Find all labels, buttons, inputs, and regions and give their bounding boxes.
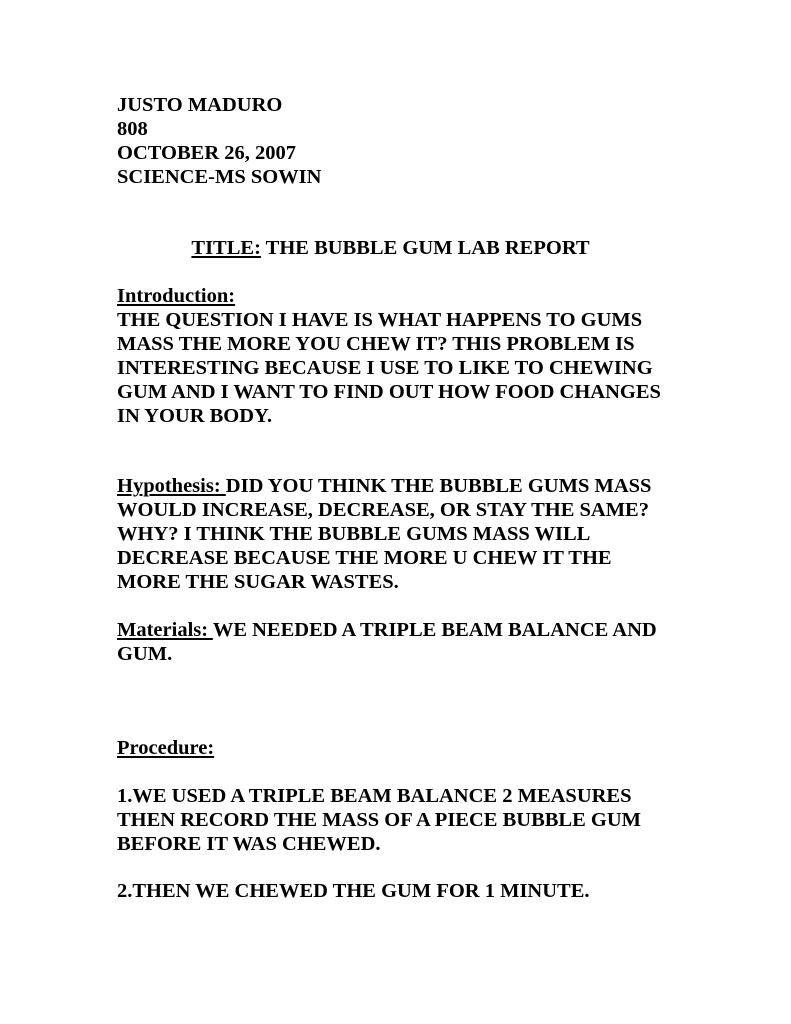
introduction-line: GUM AND I WANT TO FIND OUT HOW FOOD CHANGES bbox=[117, 381, 661, 403]
hypothesis-line: MORE THE SUGAR WASTES. bbox=[117, 571, 399, 593]
materials-first-line bbox=[117, 618, 657, 642]
introduction-heading: Introduction: bbox=[117, 285, 236, 307]
materials-heading: Materials: bbox=[117, 619, 213, 641]
subject-teacher: SCIENCE-MS SOWIN bbox=[117, 166, 322, 188]
procedure-step-line: BEFORE IT WAS CHEWED. bbox=[117, 833, 381, 855]
materials-line: GUM. bbox=[117, 643, 173, 665]
title-text: THE BUBBLE GUM LAB REPORT bbox=[260, 237, 590, 259]
procedure-heading: Procedure: bbox=[117, 737, 215, 759]
hypothesis-text: DID YOU THINK THE BUBBLE GUMS MASS bbox=[225, 475, 652, 497]
hypothesis-heading: Hypothesis: bbox=[117, 475, 226, 497]
report-date: OCTOBER 26, 2007 bbox=[117, 142, 297, 164]
materials-text: WE NEEDED A TRIPLE BEAM BALANCE AND bbox=[212, 619, 657, 641]
student-name: JUSTO MADURO bbox=[117, 94, 283, 116]
procedure-step-line: 1.WE USED A TRIPLE BEAM BALANCE 2 MEASURES bbox=[117, 785, 632, 807]
hypothesis-first-line bbox=[117, 474, 651, 498]
hypothesis-line: WOULD INCREASE, DECREASE, OR STAY THE SAME? bbox=[117, 499, 649, 521]
hypothesis-line: WHY? I THINK THE BUBBLE GUMS MASS WILL bbox=[117, 523, 591, 545]
introduction-line: INTERESTING BECAUSE I USE TO LIKE TO CHEWING bbox=[117, 357, 653, 379]
procedure-step-line: 2.THEN WE CHEWED THE GUM FOR 1 MINUTE. bbox=[117, 880, 590, 902]
introduction-line: IN YOUR BODY. bbox=[117, 405, 273, 427]
introduction-line: THE QUESTION I HAVE IS WHAT HAPPENS TO GUMS bbox=[117, 309, 643, 331]
hypothesis-line: DECREASE BECAUSE THE MORE U CHEW IT THE bbox=[117, 547, 612, 569]
introduction-line: MASS THE MORE YOU CHEW IT? THIS PROBLEM IS bbox=[117, 333, 635, 355]
title-label: TITLE: bbox=[191, 237, 261, 259]
procedure-step-line: THEN RECORD THE MASS OF A PIECE BUBBLE GUM bbox=[117, 809, 641, 831]
report-title bbox=[0, 236, 791, 260]
class-number: 808 bbox=[117, 118, 148, 140]
